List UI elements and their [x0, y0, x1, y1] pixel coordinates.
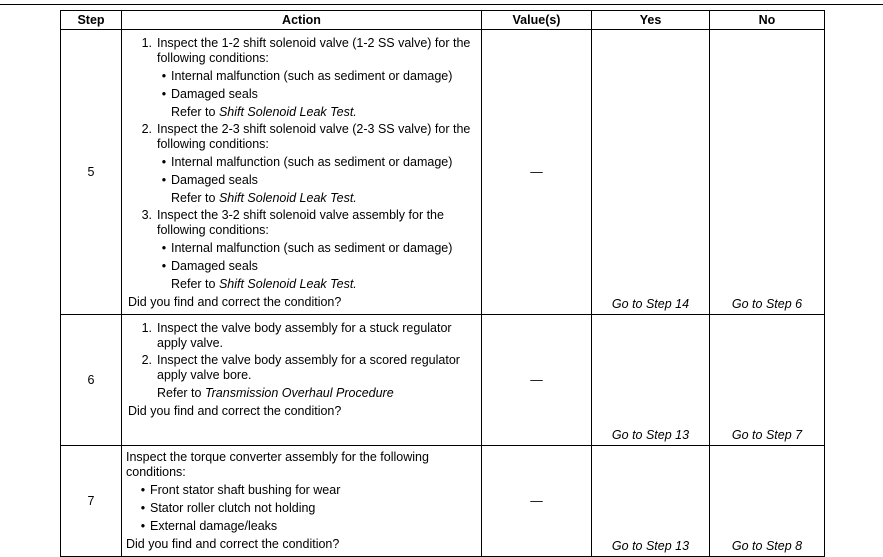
table-row-step-6 — [61, 315, 825, 446]
header-action: Action — [122, 11, 482, 30]
yes-link[interactable]: Go to Step 13 — [592, 446, 710, 557]
action-cell — [122, 315, 482, 446]
action-cell — [122, 30, 482, 315]
diagnostic-table — [60, 10, 825, 557]
table-row-step-7 — [61, 446, 825, 557]
reference: Refer to Transmission Overhaul Procedure — [157, 386, 394, 400]
item-text: Inspect the 1-2 shift solenoid valve (1-2 SS valve) for the following conditions: — [157, 36, 471, 65]
list-item: 1. Inspect the 1-2 shift solenoid valve (1-2 SS valve) for the following conditions: • Internal malfunction (such as sediment or damage) • Damaged seals Refer to Shift Solenoid Leak Test. — [128, 36, 477, 120]
table-row-step-5 — [61, 30, 825, 315]
item-text: Inspect the 2-3 shift solenoid valve (2-3 SS valve) for the following conditions: — [157, 122, 471, 151]
header-row — [61, 11, 825, 30]
list-item: 2. Inspect the valve body assembly for a scored regulator apply valve bore. — [141, 353, 460, 382]
list-item: 3. Inspect the 3-2 shift solenoid valve assembly for the following conditions: • Internal malfunction (such as sediment or damage) • Damaged seals Refer to Shift Solenoid Leak Test. — [128, 208, 477, 292]
no-link[interactable]: Go to Step 6 — [710, 30, 825, 315]
yes-link[interactable]: Go to Step 13 — [592, 315, 710, 446]
step-number: 6 — [61, 315, 122, 446]
header-step: Step — [61, 11, 122, 30]
reference: Refer to Shift Solenoid Leak Test. — [171, 105, 357, 119]
bullet-item: • Damaged seals — [161, 87, 258, 101]
reference: Refer to Shift Solenoid Leak Test. — [171, 191, 357, 205]
intro-text: Inspect the torque converter assembly for the following conditions: — [126, 450, 429, 479]
question: Did you find and correct the condition? — [128, 295, 342, 309]
header-yes: Yes — [592, 11, 710, 30]
item-text: Inspect the 3-2 shift solenoid valve assembly for the following conditions: — [157, 208, 444, 237]
bullet-item: • Front stator shaft bushing for wear — [140, 483, 341, 497]
reference: Refer to Shift Solenoid Leak Test. — [171, 277, 357, 291]
bullet-item: • Internal malfunction (such as sediment or damage) — [161, 155, 453, 169]
action-cell — [122, 446, 482, 557]
step-number: 7 — [61, 446, 122, 557]
step-number: 5 — [61, 30, 122, 315]
bullet-item: • Stator roller clutch not holding — [140, 501, 316, 515]
value-dash: — — [482, 30, 592, 315]
list-item: 2. Inspect the 2-3 shift solenoid valve (2-3 SS valve) for the following conditions: • Internal malfunction (such as sediment or damage) • Damaged seals Refer to Shift Solenoid Leak Test. — [128, 122, 477, 206]
question: Did you find and correct the condition? — [128, 404, 342, 418]
bullet-item: • External damage/leaks — [140, 519, 278, 533]
header-values: Value(s) — [482, 11, 592, 30]
bullet-item: • Damaged seals — [161, 173, 258, 187]
value-dash: — — [482, 315, 592, 446]
no-link[interactable]: Go to Step 7 — [710, 315, 825, 446]
header-no: No — [710, 11, 825, 30]
bullet-item: • Damaged seals — [161, 259, 258, 273]
question: Did you find and correct the condition? — [126, 537, 340, 551]
list-item: 1. Inspect the valve body assembly for a stuck regulator apply valve. — [141, 321, 452, 350]
top-rule — [0, 4, 883, 5]
value-dash: — — [482, 446, 592, 557]
no-link[interactable]: Go to Step 8 — [710, 446, 825, 557]
bullet-item: • Internal malfunction (such as sediment or damage) — [161, 69, 453, 83]
yes-link[interactable]: Go to Step 14 — [592, 30, 710, 315]
bullet-item: • Internal malfunction (such as sediment or damage) — [161, 241, 453, 255]
